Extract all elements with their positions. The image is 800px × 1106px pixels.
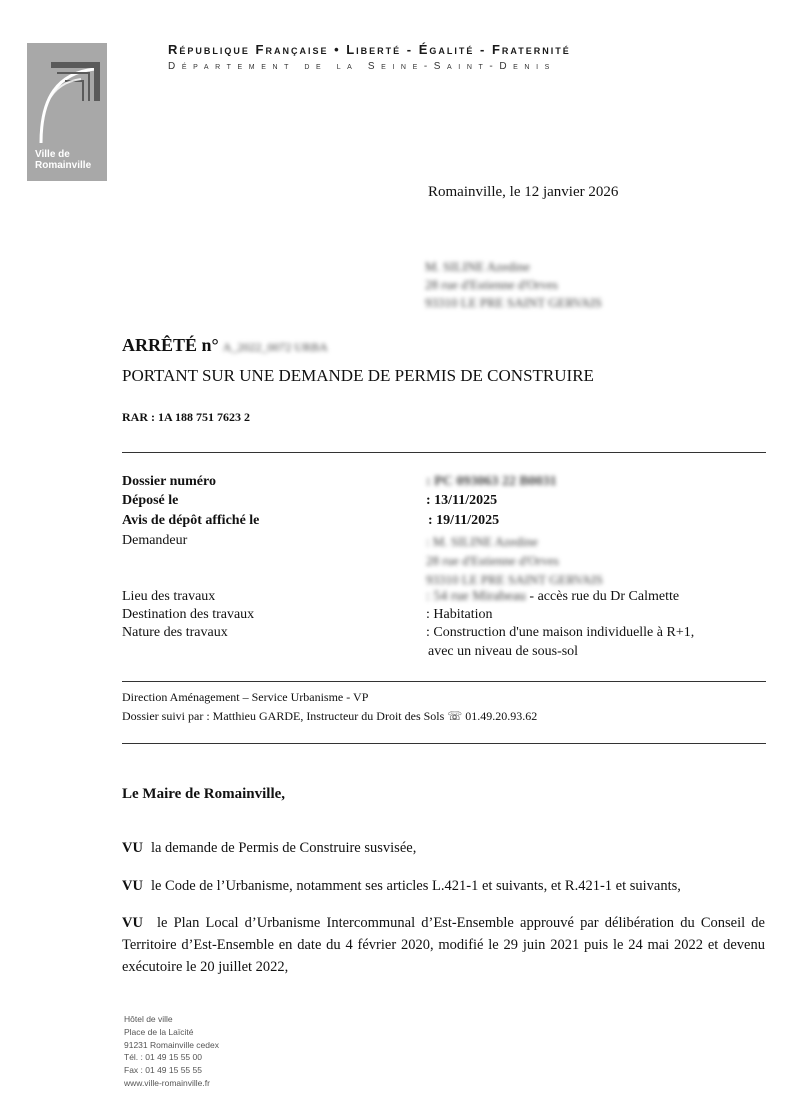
nature-label: Nature des travaux [122, 625, 228, 640]
vu-clause-1 [122, 837, 765, 859]
divider-bottom [122, 743, 766, 744]
recipient-address [425, 258, 602, 312]
logo-line-1: Ville de [35, 149, 70, 160]
divider-top [122, 452, 766, 453]
destination-label: Destination des travaux [122, 607, 255, 622]
city-logo [27, 43, 107, 181]
maire-heading: Le Maire de Romainville, [122, 786, 286, 802]
lieu-label: Lieu des travaux [122, 589, 216, 604]
destination-value: : Habitation [426, 607, 493, 622]
depose-value: : 13/11/2025 [426, 493, 498, 508]
dossier-numero-label: Dossier numéro [122, 474, 216, 489]
lieu-access: - accès rue du Dr Calmette [525, 589, 680, 604]
vu-clause-2 [122, 875, 765, 897]
footer-website: www.ville-romainville.fr [124, 1077, 210, 1088]
footer-address [124, 1013, 219, 1090]
demandeur-city: 93310 LE PRE SAINT GERVAIS [426, 572, 603, 587]
vu-clause-3 [122, 912, 765, 978]
footer-line-3: 91231 Romainville cedex [124, 1039, 219, 1050]
vu-text-1: la demande de Permis de Construire susvisée, [150, 840, 417, 856]
departement-header: Département de la Seine-Saint-Denis [168, 61, 556, 72]
vu-text-3: le Plan Local d’Urbanisme Intercommunal d’Est-Ensemble approuvé par délibération du Conseil de Territoire d’Est-Ensemble en date du 4 février 2020, modifié le 29 juin 2021 puis le 24 mai 2022 et devenu exécutoire le 20 juillet 2022, [122, 915, 765, 975]
arrete-number: A_2022_0072 URBA [222, 340, 328, 354]
republique-header: République Française • Liberté - Égalité - Fraternité [168, 42, 571, 57]
footer-line-2: Place de la Laïcité [124, 1026, 194, 1037]
rar-number: RAR : 1A 188 751 7623 2 [122, 410, 250, 424]
arrete-title-label: ARRÊTÉ n° [122, 335, 219, 355]
demandeur-name: : M. SILINE Azedine [426, 534, 538, 549]
avis-value: : 19/11/2025 [428, 513, 500, 528]
demandeur-value [426, 532, 603, 589]
depose-label: Déposé le [122, 493, 179, 508]
logo-line-2: Romainville [35, 160, 92, 171]
footer-fax: Fax : 01 49 15 55 55 [124, 1065, 202, 1076]
nature-value-2: avec un niveau de sous-sol [428, 644, 579, 659]
arrete-subject: PORTANT SUR UNE DEMANDE DE PERMIS DE CONSTRUIRE [122, 366, 594, 385]
recipient-street: 28 rue d'Estienne d'Orves [425, 277, 558, 292]
avis-label: Avis de dépôt affiché le [122, 513, 260, 528]
service-suivi: Dossier suivi par : Matthieu GARDE, Instructeur du Droit des Sols ☏ 01.49.20.93.62 [122, 709, 538, 723]
recipient-name: M. SILINE Azedine [425, 259, 531, 274]
service-direction: Direction Aménagement – Service Urbanisme - VP [122, 690, 369, 704]
demandeur-label: Demandeur [122, 533, 188, 548]
footer-line-1: Hôtel de ville [124, 1014, 173, 1024]
vu-text-2: le Code de l’Urbanisme, notamment ses articles L.421-1 et suivants, et R.421-1 et suivants, [150, 878, 681, 894]
demandeur-street: 28 rue d'Estienne d'Orves [426, 553, 559, 568]
lieu-value [426, 588, 679, 606]
recipient-city: 93310 LE PRE SAINT GERVAIS [425, 295, 602, 310]
arrete-title [122, 335, 328, 356]
vu-key-2: VU [122, 878, 143, 894]
dossier-numero-value: : PC 093063 22 B0031 [426, 474, 557, 489]
divider-middle [122, 681, 766, 682]
footer-phone: Tél. : 01 49 15 55 00 [124, 1052, 202, 1063]
letter-date: Romainville, le 12 janvier 2026 [428, 184, 619, 200]
vu-key-1: VU [122, 840, 143, 856]
nature-value: : Construction d'une maison individuelle à R+1, [426, 625, 695, 640]
vu-key-3: VU [122, 915, 143, 931]
lieu-address: : 54 rue Mirabeau [426, 589, 526, 604]
